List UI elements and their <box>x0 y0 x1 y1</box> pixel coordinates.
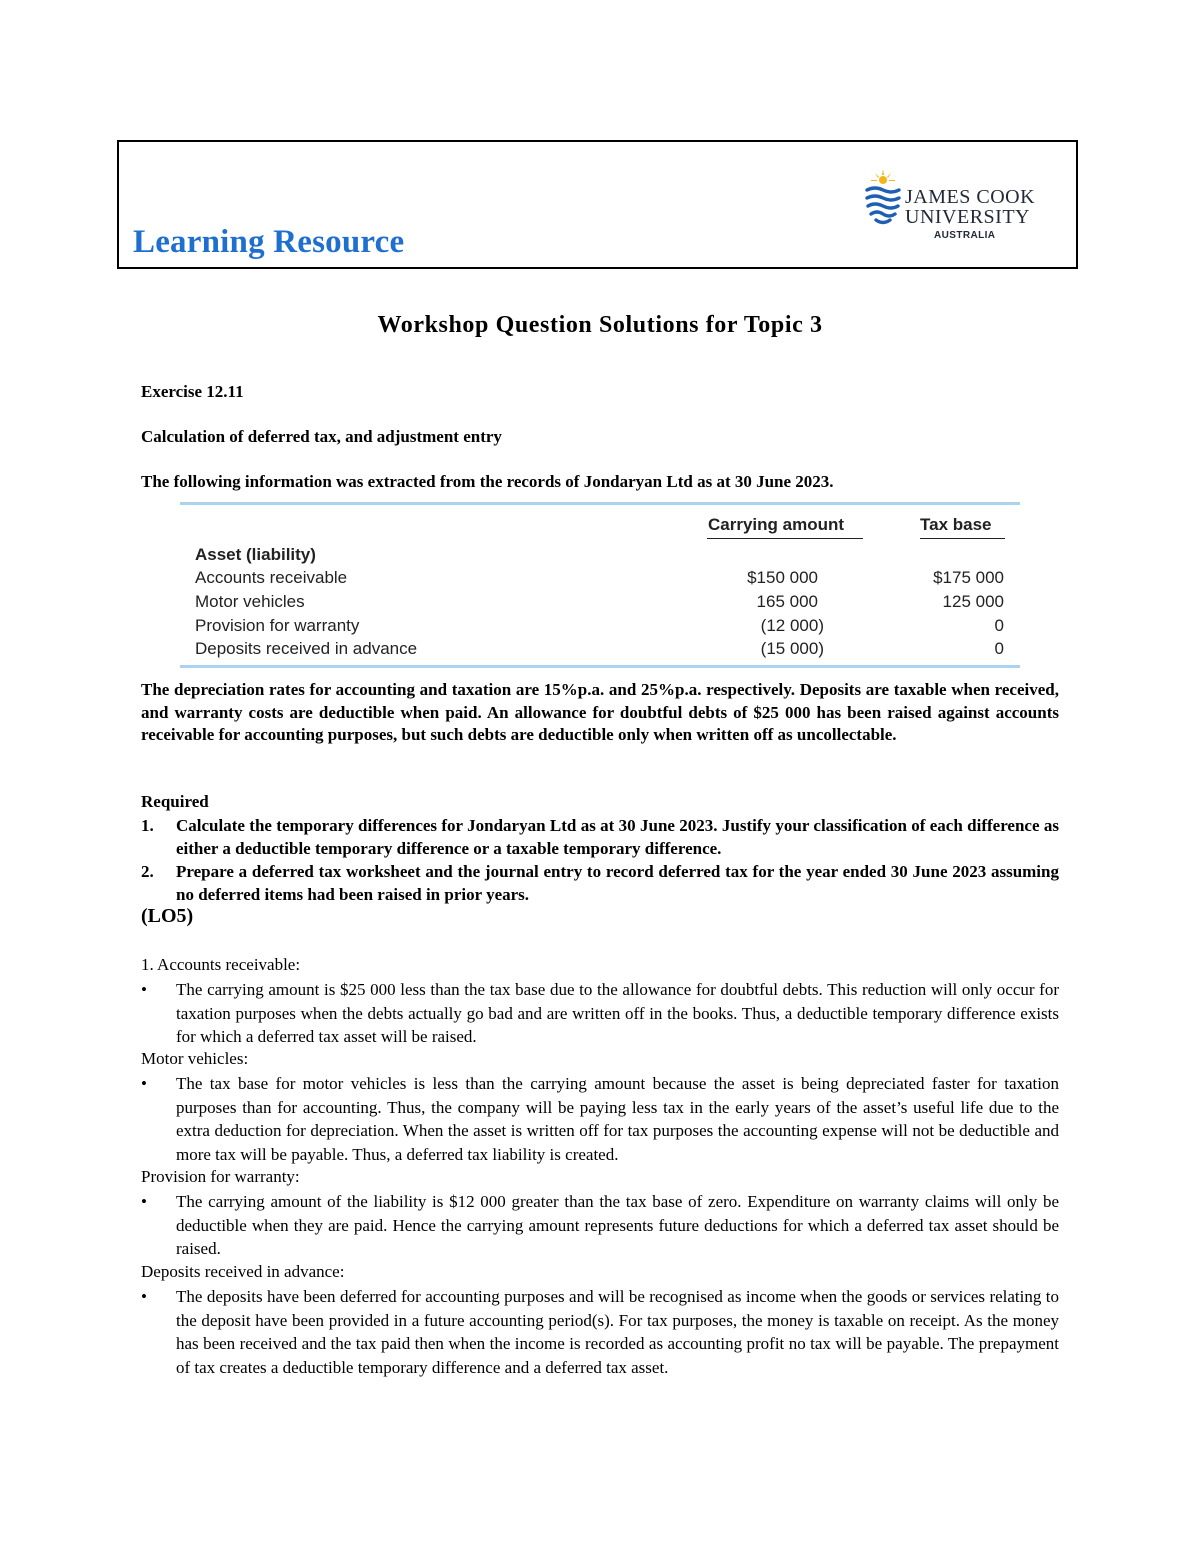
table-cell-tax: 0 <box>994 616 1004 635</box>
logo-name-line2: UNIVERSITY <box>905 206 1030 228</box>
exercise-number: Exercise 12.11 <box>141 382 244 401</box>
required-heading: Required <box>141 792 209 811</box>
bullet-icon: • <box>141 980 147 999</box>
required-item-number: 2. <box>141 862 154 881</box>
bullet-icon: • <box>141 1074 147 1093</box>
table-row-label: Motor vehicles <box>195 592 305 611</box>
table-row-label: Deposits received in advance <box>195 639 418 658</box>
learning-outcome: (LO5) <box>141 905 194 927</box>
answer-bullet-text: The carrying amount of the liability is $12 000 greater than the tax base of zero. Expenditure on warranty claims will only be deductible when they are paid. Hence the carrying amount represents future deductions for which a deferred tax asset should be raised. <box>176 1192 1059 1258</box>
column-header-tax: Tax base <box>920 515 992 534</box>
jcu-crest-icon <box>863 168 903 228</box>
answer-heading: Deposits received in advance: <box>141 1262 345 1281</box>
table-cell-tax: 125 000 <box>942 592 1004 611</box>
info-paragraph: The depreciation rates for accounting and taxation are 15%p.a. and 25%p.a. respectively. Deposits are taxable when received, and warranty costs are deductible when paid. An allowance for doubtful debts of $25 000 has been raised against accounts receivable for accounting purposes, but such debts are deductible only when written off as uncollectable. <box>141 680 1059 744</box>
learning-resource-label: Learning Resource <box>133 224 405 260</box>
table-cell-tax: 0 <box>994 639 1004 658</box>
jcu-logo <box>863 168 1043 246</box>
column-header-carrying: Carrying amount <box>708 515 845 534</box>
answer-bullet-text: The tax base for motor vehicles is less than the carrying amount because the asset is being depreciated faster for taxation purposes than for accounting. Thus, the company will be paying less tax in the early years of the asset’s useful life due to the extra deduction for depreciation. When the asset is written off for tax purposes the accounting expense will not be deductible and more tax will be payable. Thus, a deferred tax liability is created. <box>176 1074 1059 1164</box>
answer-bullet-text: The carrying amount is $25 000 less than the tax base due to the allowance for doubtful debts. This reduction will only occur for taxation purposes when the debts actually go bad and are written off in the books. Thus, a deductible temporary difference exists for which a deferred tax asset will be raised. <box>176 980 1059 1046</box>
table-bottom-rule <box>180 665 1020 668</box>
table-row-label: Provision for warranty <box>195 616 360 635</box>
answer-heading: 1. Accounts receivable: <box>141 955 301 974</box>
table-top-rule <box>180 502 1020 505</box>
bullet-icon: • <box>141 1192 147 1211</box>
table-cell-carrying: (15 000) <box>760 639 824 658</box>
intro-text: The following information was extracted from the records of Jondaryan Ltd as at 30 June 2023. <box>141 472 834 491</box>
required-item-text: Prepare a deferred tax worksheet and the journal entry to record deferred tax for the year ended 30 June 2023 assuming no deferred items had been raised in prior years. <box>176 862 1059 904</box>
required-item-number: 1. <box>141 816 154 835</box>
logo-name-line1: JAMES COOK <box>905 186 1036 208</box>
header-banner <box>117 140 1078 269</box>
table-section-heading: Asset (liability) <box>195 545 316 564</box>
table-row-label: Accounts receivable <box>195 568 348 587</box>
required-item-text: Calculate the temporary differences for Jondaryan Ltd as at 30 June 2023. Justify your classification of each difference as either a deductible temporary difference or a taxable temporary difference. <box>176 816 1059 858</box>
table-cell-tax: $175 000 <box>933 568 1004 587</box>
document-title: Workshop Question Solutions for Topic 3 <box>377 312 823 338</box>
exercise-subtitle: Calculation of deferred tax, and adjustment entry <box>141 427 502 446</box>
answer-heading: Provision for warranty: <box>141 1167 300 1186</box>
balances-table <box>180 502 1020 668</box>
bullet-icon: • <box>141 1287 147 1306</box>
logo-country: AUSTRALIA <box>934 230 996 241</box>
answer-bullet-text: The deposits have been deferred for accounting purposes and will be recognised as income when the goods or services relating to the deposit have been provided in a future accounting period(s). For tax purposes, the money is taxable on receipt. As the money has been received and the tax paid then when the income is recorded as accounting profit no tax will be payable. The prepayment of tax creates a deductible temporary difference and a deferred tax asset. <box>176 1287 1059 1377</box>
table-cell-carrying: $150 000 <box>747 568 818 587</box>
table-cell-carrying: (12 000) <box>760 616 824 635</box>
column-underline-tax <box>920 538 1005 539</box>
answer-heading: Motor vehicles: <box>141 1049 249 1068</box>
column-underline-carrying <box>707 538 863 539</box>
table-cell-carrying: 165 000 <box>756 592 818 611</box>
